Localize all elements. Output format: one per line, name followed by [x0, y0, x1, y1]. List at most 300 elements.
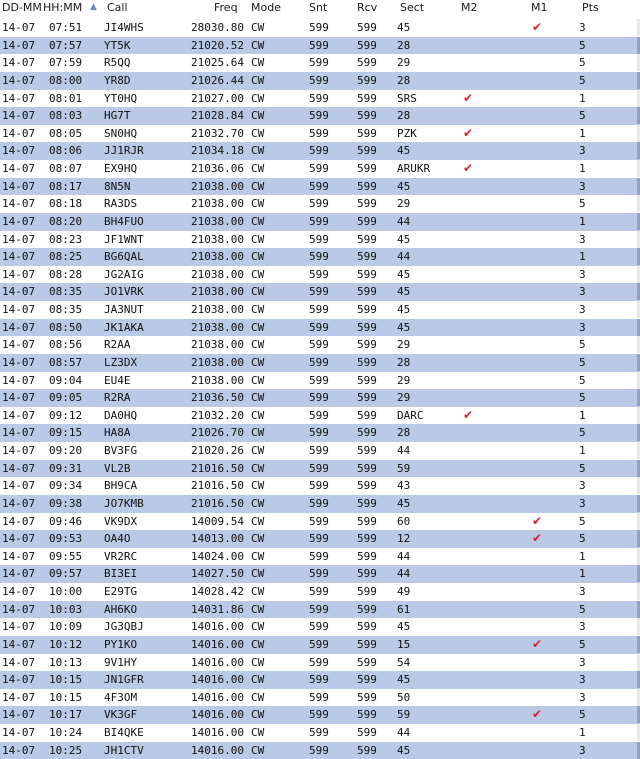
cell-date: 14-07	[2, 355, 36, 369]
cell-call: YT5K	[104, 38, 131, 52]
cell-snt: 599	[309, 514, 329, 528]
cell-mode: CW	[251, 549, 265, 563]
table-row[interactable]	[0, 231, 640, 249]
table-row[interactable]	[0, 407, 640, 425]
cell-m1	[526, 654, 548, 672]
cell-snt: 599	[309, 585, 329, 598]
cell-date: 14-07	[2, 214, 36, 228]
cell-date: 14-07	[2, 109, 36, 123]
cell-pts: 1	[579, 444, 586, 457]
cell-date: 14-07	[2, 373, 36, 387]
table-row[interactable]	[0, 442, 640, 460]
cell-call: R5QQ	[104, 56, 131, 70]
cell-sect: 59	[397, 461, 411, 475]
cell-m1	[526, 477, 548, 495]
cell-time: 08:03	[49, 109, 83, 123]
cell-freq: 21038.00	[191, 232, 244, 246]
cell-call: PY1KO	[104, 637, 138, 651]
table-row[interactable]	[0, 706, 640, 724]
cell-snt: 599	[309, 38, 329, 52]
multiplier-check-icon: ✔	[531, 531, 543, 546]
cell-call: HG7T	[104, 109, 131, 123]
table-row[interactable]	[0, 266, 640, 284]
cell-m2	[457, 213, 479, 231]
cell-date: 14-07	[2, 549, 36, 563]
cell-mode: CW	[251, 250, 265, 264]
column-header-pts[interactable]: Pts	[582, 1, 599, 14]
cell-sect: 28	[397, 426, 411, 440]
cell-date: 14-07	[2, 585, 36, 598]
cell-date: 14-07	[2, 602, 36, 616]
cell-m1	[526, 583, 548, 601]
cell-freq: 21032.20	[191, 408, 244, 422]
cell-freq: 21016.50	[191, 479, 244, 493]
table-row[interactable]	[0, 689, 640, 707]
cell-time: 08:35	[49, 285, 83, 299]
table-row[interactable]	[0, 495, 640, 513]
cell-pts: 3	[579, 320, 586, 334]
cell-freq: 21038.00	[191, 338, 244, 352]
cell-mode: CW	[251, 109, 265, 123]
table-row[interactable]	[0, 636, 640, 654]
cell-call: BV3FG	[104, 444, 138, 457]
cell-mode: CW	[251, 637, 265, 651]
table-row[interactable]	[0, 301, 640, 319]
column-header-m1[interactable]: M1	[531, 1, 548, 14]
cell-call: BI3EI	[104, 567, 138, 581]
cell-m1	[526, 195, 548, 213]
cell-mode: CW	[251, 355, 265, 369]
cell-pts: 5	[579, 602, 586, 616]
cell-time: 08:20	[49, 214, 83, 228]
cell-freq: 21038.00	[191, 197, 244, 211]
log-table-header	[0, 0, 640, 20]
cell-sect: 45	[397, 179, 411, 193]
table-row[interactable]	[0, 37, 640, 55]
cell-pts: 3	[579, 285, 586, 299]
cell-rcv: 599	[357, 708, 377, 722]
cell-time: 08:35	[49, 303, 83, 316]
cell-freq: 21016.50	[191, 461, 244, 475]
cell-m2	[457, 636, 479, 654]
cell-snt: 599	[309, 355, 329, 369]
table-row[interactable]	[0, 319, 640, 337]
cell-time: 10:25	[49, 743, 83, 757]
cell-snt: 599	[309, 267, 329, 281]
cell-m2	[457, 689, 479, 707]
cell-rcv: 599	[357, 620, 377, 634]
cell-m1	[526, 160, 548, 178]
cell-freq: 21028.84	[191, 109, 244, 123]
cell-time: 08:56	[49, 338, 83, 352]
table-row[interactable]	[0, 213, 640, 231]
cell-pts: 3	[579, 620, 586, 634]
cell-freq: 14009.54	[191, 514, 244, 528]
cell-rcv: 599	[357, 532, 377, 546]
cell-rcv: 599	[357, 56, 377, 70]
cell-rcv: 599	[357, 673, 377, 687]
cell-snt: 599	[309, 391, 329, 405]
cell-mode: CW	[251, 91, 265, 105]
cell-call: DA0HQ	[104, 408, 138, 422]
cell-pts: 3	[579, 303, 586, 316]
cell-snt: 599	[309, 91, 329, 105]
cell-call: EU4E	[104, 373, 131, 387]
cell-rcv: 599	[357, 585, 377, 598]
cell-mode: CW	[251, 690, 265, 704]
column-header-m2[interactable]: M2	[461, 1, 478, 14]
cell-sect: 45	[397, 267, 411, 281]
cell-date: 14-07	[2, 250, 36, 264]
cell-freq: 14024.00	[191, 549, 244, 563]
cell-mode: CW	[251, 726, 265, 739]
cell-m1	[526, 231, 548, 249]
cell-freq: 21036.50	[191, 391, 244, 405]
cell-call: JA3NUT	[104, 303, 144, 316]
table-row[interactable]	[0, 336, 640, 354]
cell-time: 08:17	[49, 179, 83, 193]
cell-pts: 5	[579, 532, 586, 546]
cell-rcv: 599	[357, 567, 377, 581]
cell-sect: 49	[397, 585, 411, 598]
cell-freq: 21038.00	[191, 179, 244, 193]
cell-pts: 1	[579, 91, 586, 105]
cell-mode: CW	[251, 197, 265, 211]
cell-m2	[457, 195, 479, 213]
cell-call: RA3DS	[104, 197, 138, 211]
cell-freq: 14016.00	[191, 637, 244, 651]
cell-mode: CW	[251, 38, 265, 52]
cell-time: 10:00	[49, 585, 83, 598]
cell-m2	[457, 37, 479, 55]
cell-m1	[526, 618, 548, 636]
cell-snt: 599	[309, 479, 329, 493]
cell-snt: 599	[309, 690, 329, 704]
cell-time: 09:34	[49, 479, 83, 493]
cell-snt: 599	[309, 602, 329, 616]
table-row[interactable]	[0, 248, 640, 266]
cell-mode: CW	[251, 144, 265, 158]
cell-pts: 1	[579, 726, 586, 739]
cell-rcv: 599	[357, 602, 377, 616]
cell-rcv: 599	[357, 162, 377, 175]
cell-snt: 599	[309, 373, 329, 387]
cell-m1	[526, 301, 548, 319]
cell-mode: CW	[251, 320, 265, 334]
cell-m1	[526, 460, 548, 478]
cell-date: 14-07	[2, 338, 36, 352]
cell-m1	[526, 107, 548, 125]
cell-mode: CW	[251, 285, 265, 299]
cell-freq: 14028.42	[191, 585, 244, 598]
table-row[interactable]	[0, 477, 640, 495]
cell-m2	[457, 19, 479, 37]
cell-call: VK9DX	[104, 514, 138, 528]
table-row[interactable]	[0, 389, 640, 407]
cell-rcv: 599	[357, 144, 377, 158]
cell-snt: 599	[309, 708, 329, 722]
table-row[interactable]	[0, 107, 640, 125]
table-row[interactable]	[0, 618, 640, 636]
cell-m2	[457, 354, 479, 372]
cell-snt: 599	[309, 655, 329, 669]
cell-time: 08:00	[49, 73, 83, 87]
cell-m2	[457, 477, 479, 495]
cell-time: 09:53	[49, 532, 83, 546]
cell-m1	[526, 125, 548, 143]
table-row[interactable]	[0, 724, 640, 742]
cell-sect: 28	[397, 38, 411, 52]
cell-m2	[457, 724, 479, 742]
table-row[interactable]	[0, 195, 640, 213]
cell-rcv: 599	[357, 444, 377, 457]
cell-freq: 14013.00	[191, 532, 244, 546]
table-row[interactable]	[0, 424, 640, 442]
cell-pts: 3	[579, 655, 586, 669]
cell-sect: 45	[397, 285, 411, 299]
cell-m1	[526, 407, 548, 425]
table-row[interactable]	[0, 354, 640, 372]
column-header-call[interactable]: Call	[107, 1, 128, 14]
cell-date: 14-07	[2, 391, 36, 405]
cell-snt: 599	[309, 162, 329, 175]
cell-m1	[526, 372, 548, 390]
cell-pts: 5	[579, 56, 586, 70]
cell-snt: 599	[309, 461, 329, 475]
column-header-rcv[interactable]: Rcv	[357, 1, 378, 14]
cell-call: JI4WHS	[104, 21, 144, 34]
table-row[interactable]	[0, 513, 640, 531]
cell-call: YT0HQ	[104, 91, 138, 105]
cell-pts: 5	[579, 461, 586, 475]
table-row[interactable]	[0, 530, 640, 548]
cell-sect: 28	[397, 109, 411, 123]
cell-snt: 599	[309, 637, 329, 651]
table-row[interactable]	[0, 565, 640, 583]
cell-date: 14-07	[2, 708, 36, 722]
cell-time: 08:05	[49, 126, 83, 140]
cell-snt: 599	[309, 232, 329, 246]
cell-m1	[526, 389, 548, 407]
cell-rcv: 599	[357, 338, 377, 352]
cell-date: 14-07	[2, 38, 36, 52]
cell-rcv: 599	[357, 109, 377, 123]
cell-m2	[457, 583, 479, 601]
cell-rcv: 599	[357, 179, 377, 193]
cell-rcv: 599	[357, 408, 377, 422]
cell-m1	[526, 354, 548, 372]
cell-date: 14-07	[2, 56, 36, 70]
cell-time: 07:57	[49, 38, 83, 52]
multiplier-check-icon: ✔	[531, 513, 543, 528]
multiplier-check-icon: ✔	[462, 90, 474, 105]
cell-date: 14-07	[2, 144, 36, 158]
cell-date: 14-07	[2, 91, 36, 105]
table-row[interactable]	[0, 583, 640, 601]
cell-freq: 14016.00	[191, 690, 244, 704]
cell-snt: 599	[309, 303, 329, 316]
cell-freq: 21038.00	[191, 250, 244, 264]
cell-mode: CW	[251, 461, 265, 475]
cell-time: 08:06	[49, 144, 83, 158]
cell-date: 14-07	[2, 303, 36, 316]
cell-pts: 3	[579, 21, 586, 34]
cell-freq: 21036.06	[191, 162, 244, 175]
table-row[interactable]	[0, 548, 640, 566]
cell-time: 09:04	[49, 373, 83, 387]
cell-call: HA8A	[104, 426, 131, 440]
qso-log-table	[0, 19, 640, 759]
cell-call: JG2AIG	[104, 267, 144, 281]
cell-pts: 5	[579, 426, 586, 440]
cell-m1	[526, 336, 548, 354]
cell-pts: 5	[579, 38, 586, 52]
cell-freq: 21026.70	[191, 426, 244, 440]
cell-snt: 599	[309, 144, 329, 158]
cell-mode: CW	[251, 602, 265, 616]
cell-rcv: 599	[357, 320, 377, 334]
cell-pts: 3	[579, 232, 586, 246]
table-row[interactable]	[0, 654, 640, 672]
column-header-freq[interactable]: Freq	[214, 1, 238, 14]
cell-rcv: 599	[357, 250, 377, 264]
table-row[interactable]	[0, 19, 640, 37]
table-row[interactable]	[0, 742, 640, 759]
cell-call: E29TG	[104, 585, 138, 598]
column-header-date[interactable]: DD-MM	[2, 1, 42, 14]
cell-sect: 29	[397, 373, 411, 387]
cell-mode: CW	[251, 391, 265, 405]
table-row[interactable]	[0, 72, 640, 90]
cell-time: 09:12	[49, 408, 83, 422]
table-row[interactable]	[0, 90, 640, 108]
cell-m2	[457, 107, 479, 125]
cell-rcv: 599	[357, 373, 377, 387]
cell-rcv: 599	[357, 461, 377, 475]
cell-m1	[526, 213, 548, 231]
cell-m1	[526, 530, 548, 548]
cell-freq: 21026.44	[191, 73, 244, 87]
cell-snt: 599	[309, 743, 329, 757]
cell-rcv: 599	[357, 21, 377, 34]
cell-rcv: 599	[357, 496, 377, 510]
cell-m1	[526, 283, 548, 301]
cell-rcv: 599	[357, 426, 377, 440]
cell-call: BI4QKE	[104, 726, 144, 739]
cell-call: JG3QBJ	[104, 620, 144, 634]
cell-pts: 1	[579, 162, 586, 175]
cell-date: 14-07	[2, 479, 36, 493]
table-row[interactable]	[0, 125, 640, 143]
cell-freq: 21020.26	[191, 444, 244, 457]
cell-time: 10:09	[49, 620, 83, 634]
cell-time: 09:46	[49, 514, 83, 528]
cell-call: 9V1HY	[104, 655, 138, 669]
cell-pts: 1	[579, 126, 586, 140]
cell-time: 09:05	[49, 391, 83, 405]
cell-call: BH9CA	[104, 479, 138, 493]
column-header-time[interactable]: HH:MM	[43, 1, 83, 14]
cell-time: 08:18	[49, 197, 83, 211]
cell-sect: 29	[397, 338, 411, 352]
cell-call: VR2RC	[104, 549, 138, 563]
cell-snt: 599	[309, 532, 329, 546]
table-row[interactable]	[0, 671, 640, 689]
column-header-sect[interactable]: Sect	[400, 1, 425, 14]
cell-m2	[457, 442, 479, 460]
cell-mode: CW	[251, 303, 265, 316]
cell-call: SN0HQ	[104, 126, 138, 140]
table-row[interactable]	[0, 372, 640, 390]
cell-m1	[526, 72, 548, 90]
cell-m1	[526, 424, 548, 442]
cell-m1	[526, 37, 548, 55]
cell-pts: 3	[579, 690, 586, 704]
cell-mode: CW	[251, 514, 265, 528]
cell-rcv: 599	[357, 214, 377, 228]
table-row[interactable]	[0, 601, 640, 619]
cell-call: R2RA	[104, 391, 131, 405]
cell-freq: 21038.00	[191, 355, 244, 369]
cell-freq: 14027.50	[191, 567, 244, 581]
table-row[interactable]	[0, 178, 640, 196]
cell-m2	[457, 266, 479, 284]
table-row[interactable]	[0, 460, 640, 478]
cell-freq: 21038.00	[191, 285, 244, 299]
cell-date: 14-07	[2, 655, 36, 669]
cell-pts: 5	[579, 391, 586, 405]
cell-rcv: 599	[357, 73, 377, 87]
table-row[interactable]	[0, 283, 640, 301]
table-row[interactable]	[0, 142, 640, 160]
cell-pts: 5	[579, 637, 586, 651]
cell-pts: 3	[579, 479, 586, 493]
table-row[interactable]	[0, 160, 640, 178]
cell-m1	[526, 689, 548, 707]
cell-m1	[526, 565, 548, 583]
cell-m2	[457, 142, 479, 160]
cell-date: 14-07	[2, 726, 36, 739]
cell-sect: 44	[397, 250, 411, 264]
cell-time: 10:03	[49, 602, 83, 616]
cell-rcv: 599	[357, 549, 377, 563]
cell-pts: 1	[579, 549, 586, 563]
table-row[interactable]	[0, 54, 640, 72]
column-header-mode[interactable]: Mode	[251, 1, 281, 14]
cell-m2	[457, 319, 479, 337]
cell-freq: 14016.00	[191, 620, 244, 634]
cell-mode: CW	[251, 373, 265, 387]
cell-pts: 3	[579, 743, 586, 757]
cell-freq: 14016.00	[191, 743, 244, 757]
column-header-snt[interactable]: Snt	[309, 1, 328, 14]
cell-m2	[457, 742, 479, 759]
cell-snt: 599	[309, 250, 329, 264]
cell-freq: 21020.52	[191, 38, 244, 52]
cell-snt: 599	[309, 726, 329, 739]
cell-sect: 44	[397, 214, 411, 228]
cell-rcv: 599	[357, 655, 377, 669]
cell-time: 08:23	[49, 232, 83, 246]
cell-pts: 5	[579, 708, 586, 722]
cell-sect: 44	[397, 549, 411, 563]
cell-m2	[457, 407, 479, 425]
cell-time: 09:55	[49, 549, 83, 563]
cell-time: 08:57	[49, 355, 83, 369]
cell-date: 14-07	[2, 408, 36, 422]
cell-date: 14-07	[2, 73, 36, 87]
cell-m2	[457, 530, 479, 548]
